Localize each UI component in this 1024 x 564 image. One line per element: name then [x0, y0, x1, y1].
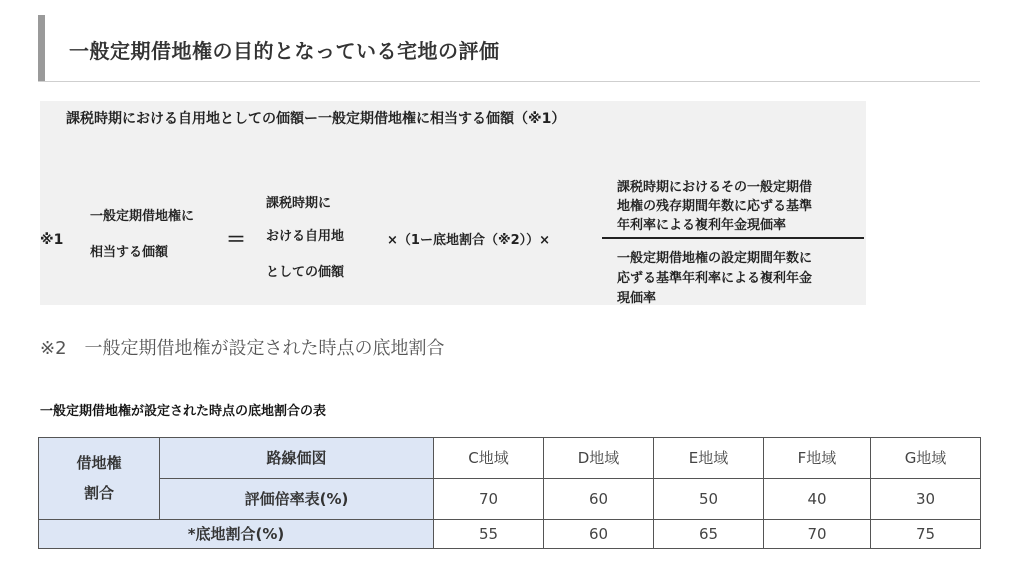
corner-header-line: 借地権 — [76, 454, 122, 473]
table-row — [39, 478, 981, 519]
note-2: ※2 一般定期借地権が設定された時点の底地割合 — [40, 338, 445, 359]
formula-lhs-line: 相当する価額 — [90, 245, 169, 260]
formula-lhs-line: 一般定期借地権に — [90, 209, 195, 224]
formula-denominator-line: 現価率 — [617, 291, 657, 306]
formula-numerator-line: 地権の残存期間年数に応ずる基準 — [617, 199, 813, 214]
formula-image — [40, 101, 866, 305]
area-cell: E地域 — [654, 438, 764, 479]
ratio-cell: 70 — [764, 519, 871, 548]
corner-header — [39, 438, 160, 520]
fraction-line — [602, 237, 864, 239]
table-row — [39, 519, 981, 548]
ratio-cell: 60 — [544, 519, 654, 548]
rate-cell: 60 — [544, 478, 654, 519]
formula-numerator-line: 年利率による複利年金現価率 — [617, 218, 787, 233]
formula-numerator-line: 課税時期におけるその一般定期借 — [617, 180, 813, 195]
formula-denominator-line: 応ずる基準年利率による複利年金 — [617, 271, 813, 286]
ratio-cell: 55 — [434, 519, 544, 548]
formula-note-mark: ※1 — [40, 232, 64, 248]
rate-cell: 40 — [764, 478, 871, 519]
formula-multiplier: ×（1ー底地割合（※2））× — [387, 233, 551, 248]
area-cell: D地域 — [544, 438, 654, 479]
row-header: 路線価図 — [160, 438, 434, 479]
heading-accent-bar — [38, 15, 45, 81]
row-header: *底地割合(%) — [39, 519, 434, 548]
ratio-cell: 75 — [871, 519, 981, 548]
formula-middle-line: としての価額 — [266, 265, 345, 280]
formula-middle-line: おける自用地 — [266, 229, 345, 244]
corner-header-line: 割合 — [83, 484, 114, 503]
area-cell: C地域 — [434, 438, 544, 479]
area-cell: F地域 — [764, 438, 871, 479]
rate-cell: 50 — [654, 478, 764, 519]
row-header: 評価倍率表(%) — [160, 478, 434, 519]
area-cell: G地域 — [871, 438, 981, 479]
table-title: 一般定期借地権が設定された時点の底地割合の表 — [40, 404, 327, 419]
page-title: 一般定期借地権の目的となっている宅地の評価 — [69, 39, 500, 63]
rate-cell: 70 — [434, 478, 544, 519]
formula-middle-line: 課税時期に — [266, 196, 332, 211]
table-row — [39, 438, 981, 479]
section-heading — [38, 15, 980, 82]
formula-denominator-line: 一般定期借地権の設定期間年数に — [617, 251, 813, 266]
formula-top-line: 課税時期における自用地としての価額ー一般定期借地権に相当する価額（※1） — [66, 111, 566, 127]
ratio-cell: 65 — [654, 519, 764, 548]
land-ratio-table — [38, 437, 981, 549]
formula-equals: ＝ — [226, 227, 246, 251]
rate-cell: 30 — [871, 478, 981, 519]
